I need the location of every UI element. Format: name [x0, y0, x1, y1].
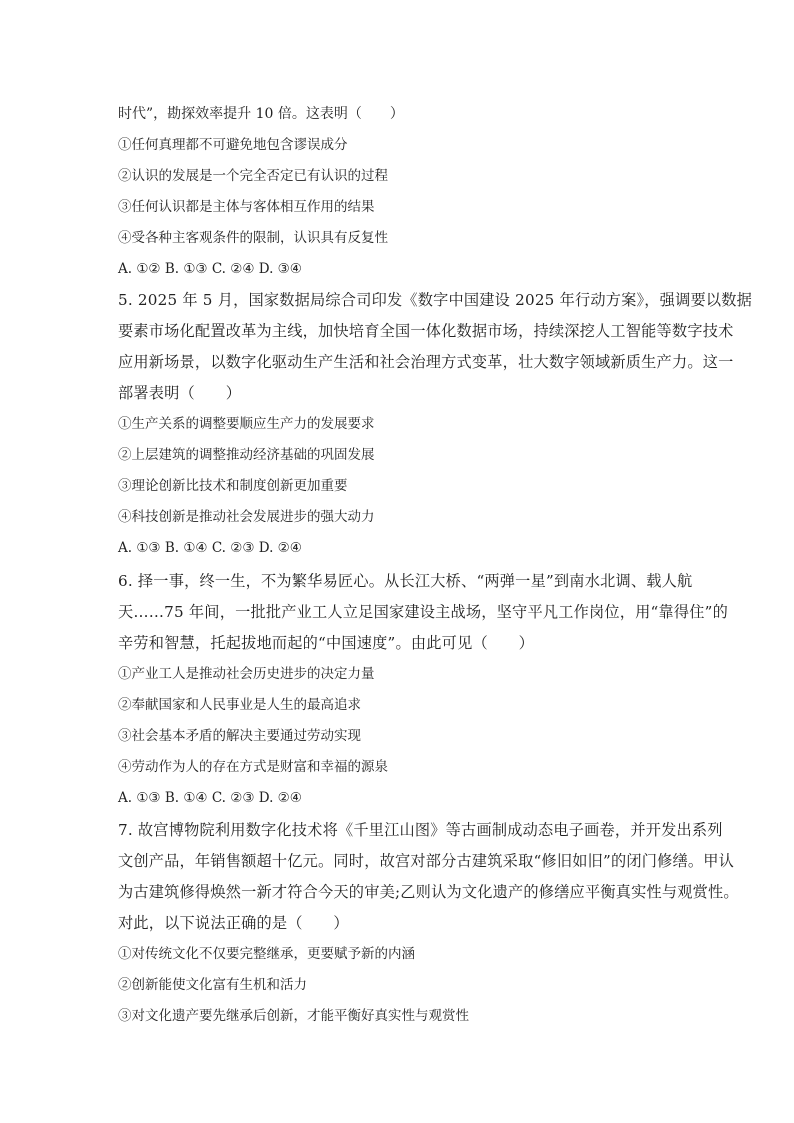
q7-stem-line-4: 对此，以下说法正确的是（ ）	[118, 914, 349, 932]
q4-stem-end: 时代”，勘探效率提升 10 倍。这表明（ ）	[118, 106, 404, 122]
q4-option-1: ①任何真理都不可避免地包含谬误成分	[118, 137, 348, 153]
q5-stem-line-4: 部署表明（ ）	[118, 384, 242, 402]
q5-option-1: ①生产关系的调整要顺应生产力的发展要求	[118, 416, 375, 432]
q7-stem-line-3: 为古建筑修得焕然一新才符合今天的审美;乙则认为文化遗产的修缮应平衡真实性与观赏性。	[118, 883, 739, 901]
q4-choices: A. ①② B. ①③ C. ②④ D. ③④	[118, 261, 302, 277]
q6-option-1: ①产业工人是推动社会历史进步的决定力量	[118, 666, 375, 682]
q4-option-3: ③任何认识都是主体与客体相互作用的结果	[118, 199, 375, 215]
q4-option-2: ②认识的发展是一个完全否定已有认识的过程	[118, 168, 388, 184]
q7-option-1: ①对传统文化不仅要完整继承，更要赋予新的内涵	[118, 946, 415, 962]
q5-choices: A. ①③ B. ①④ C. ②③ D. ②④	[118, 540, 302, 556]
q6-option-2: ②奉献国家和人民事业是人生的最高追求	[118, 697, 361, 713]
q6-option-4: ④劳动作为人的存在方式是财富和幸福的源泉	[118, 759, 388, 775]
q5-stem-line-1: 5. 2025 年 5 月，国家数据局综合司印发《数字中国建设 2025 年行动方案》，强调要以数据	[118, 291, 753, 309]
q6-stem-line-3: 辛劳和智慧，托起拔地而起的“中国速度”。由此可见（ ）	[118, 634, 535, 652]
q6-option-3: ③社会基本矛盾的解决主要通过劳动实现	[118, 728, 361, 744]
q7-option-3: ③对文化遗产要先继承后创新，才能平衡好真实性与观赏性	[118, 1008, 469, 1024]
q6-stem-line-1: 6. 择一事，终一生，不为繁华易匠心。从长江大桥、“两弹一星”到南水北调、载人航	[118, 572, 693, 590]
q7-option-2: ②创新能使文化富有生机和活力	[118, 977, 307, 993]
q5-option-2: ②上层建筑的调整推动经济基础的巩固发展	[118, 447, 375, 463]
q5-stem-line-3: 应用新场景，以数字化驱动生产生活和社会治理方式变革，壮大数字领域新质生产力。这一	[118, 353, 734, 371]
q5-option-4: ④科技创新是推动社会发展进步的强大动力	[118, 509, 375, 525]
q4-option-4: ④受各种主客观条件的限制，认识具有反复性	[118, 230, 388, 246]
q7-stem-line-1: 7. 故宫博物院利用数字化技术将《千里江山图》等古画制成动态电子画卷，并开发出系列	[118, 821, 723, 839]
q5-stem-line-2: 要素市场化配置改革为主线，加快培育全国一体化数据市场，持续深挖人工智能等数字技术	[118, 322, 734, 340]
q5-option-3: ③理论创新比技术和制度创新更加重要	[118, 478, 348, 494]
q6-choices: A. ①③ B. ①④ C. ②③ D. ②④	[118, 790, 302, 806]
q6-stem-line-2: 天……75 年间，一批批产业工人立足国家建设主战场，坚守平凡工作岗位，用“靠得住”的	[118, 603, 729, 621]
q7-stem-line-2: 文创产品，年销售额超十亿元。同时，故宫对部分古建筑采取“修旧如旧”的闭门修缮。甲认	[118, 852, 735, 870]
